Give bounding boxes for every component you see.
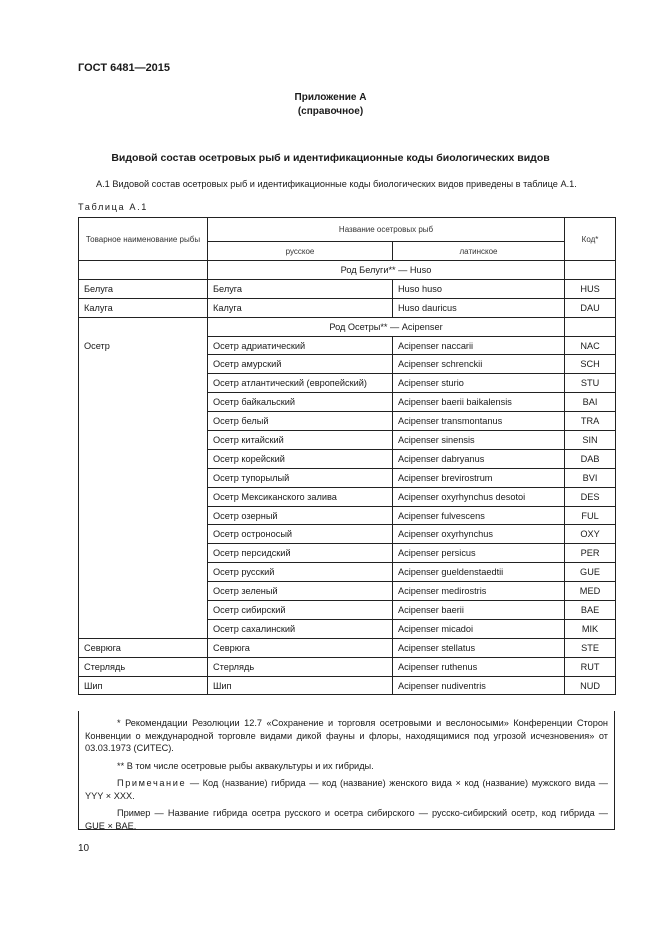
latin-name-cell: Huso dauricus xyxy=(393,298,565,317)
header-latin: латинское xyxy=(393,242,565,261)
code-cell: TRA xyxy=(565,412,616,431)
genus-row xyxy=(79,317,616,336)
table-row xyxy=(79,412,616,431)
table-row xyxy=(79,393,616,412)
latin-name-cell: Acipenser stellatus xyxy=(393,638,565,657)
table-row xyxy=(79,563,616,582)
latin-name-cell: Acipenser oxyrhynchus xyxy=(393,525,565,544)
trade-name-cell xyxy=(79,355,208,374)
note-text: — Код (название) гибрида — код (название) женского вида × код (название) мужского вида — YYY × XXX. xyxy=(85,778,608,801)
code-cell: NAC xyxy=(565,336,616,355)
footnote-1: * Рекомендации Резолюции 12.7 «Сохранение и торговля осетровыми и веслоносыми» Конференции Сторон Конвенции о международной торговле видами дикой фауны и флоры, находящимися под угрозой исчезновения» от 03.03.1973 (СИТЕС). xyxy=(85,718,608,753)
code-cell: DAU xyxy=(565,298,616,317)
code-cell: STU xyxy=(565,374,616,393)
genus-trade-cell xyxy=(79,317,208,336)
code-cell: FUL xyxy=(565,506,616,525)
note xyxy=(85,777,608,802)
russian-name-cell: Осетр Мексиканского залива xyxy=(208,487,393,506)
latin-name-cell: Acipenser dabryanus xyxy=(393,449,565,468)
trade-name-cell: Шип xyxy=(79,676,208,695)
code-cell: PER xyxy=(565,544,616,563)
russian-name-cell: Осетр озерный xyxy=(208,506,393,525)
trade-name-cell: Севрюга xyxy=(79,638,208,657)
code-cell: GUE xyxy=(565,563,616,582)
code-cell: HUS xyxy=(565,279,616,298)
russian-name-cell: Осетр тупорылый xyxy=(208,468,393,487)
document-header: ГОСТ 6481—2015 xyxy=(78,62,171,74)
latin-name-cell: Acipenser medirostris xyxy=(393,582,565,601)
table-row xyxy=(79,506,616,525)
latin-name-cell: Acipenser fulvescens xyxy=(393,506,565,525)
russian-name-cell: Осетр амурский xyxy=(208,355,393,374)
russian-name-cell: Шип xyxy=(208,676,393,695)
code-cell: MED xyxy=(565,582,616,601)
table-row xyxy=(79,676,616,695)
genus-trade-cell xyxy=(79,261,208,280)
russian-name-cell: Осетр сибирский xyxy=(208,601,393,620)
intro-paragraph: А.1 Видовой состав осетровых рыб и идентификационные коды биологических видов приведены в таблице А.1. xyxy=(96,179,577,189)
table-row xyxy=(79,638,616,657)
header-trade-name: Товарное наименование рыбы xyxy=(79,218,208,261)
table-label: Таблица А.1 xyxy=(78,202,148,212)
table-row xyxy=(79,601,616,620)
latin-name-cell: Acipenser ruthenus xyxy=(393,657,565,676)
table-row xyxy=(79,449,616,468)
trade-name-cell xyxy=(79,374,208,393)
russian-name-cell: Калуга xyxy=(208,298,393,317)
russian-name-cell: Осетр атлантический (европейский) xyxy=(208,374,393,393)
code-cell: SIN xyxy=(565,431,616,450)
trade-name-cell: Стерлядь xyxy=(79,657,208,676)
table-row xyxy=(79,336,616,355)
code-cell: RUT xyxy=(565,657,616,676)
table-row xyxy=(79,468,616,487)
code-cell: DAB xyxy=(565,449,616,468)
genus-acipenser: Род Осетры** — Acipenser xyxy=(208,317,565,336)
code-cell: STE xyxy=(565,638,616,657)
table-notes xyxy=(78,711,615,830)
table-row xyxy=(79,525,616,544)
trade-name-cell xyxy=(79,468,208,487)
code-cell: NUD xyxy=(565,676,616,695)
genus-row xyxy=(79,261,616,280)
table-row xyxy=(79,657,616,676)
latin-name-cell: Acipenser transmontanus xyxy=(393,412,565,431)
trade-name-cell: Белуга xyxy=(79,279,208,298)
trade-name-cell xyxy=(79,525,208,544)
trade-name-cell: Осетр xyxy=(79,336,208,355)
note-label: Примечание xyxy=(117,778,187,788)
table-row xyxy=(79,544,616,563)
table-row xyxy=(79,619,616,638)
russian-name-cell: Осетр сахалинский xyxy=(208,619,393,638)
latin-name-cell: Acipenser sturio xyxy=(393,374,565,393)
russian-name-cell: Осетр адриатический xyxy=(208,336,393,355)
russian-name-cell: Осетр белый xyxy=(208,412,393,431)
code-cell: SCH xyxy=(565,355,616,374)
table-row xyxy=(79,374,616,393)
species-table xyxy=(78,217,616,695)
trade-name-cell xyxy=(79,412,208,431)
latin-name-cell: Acipenser brevirostrum xyxy=(393,468,565,487)
russian-name-cell: Стерлядь xyxy=(208,657,393,676)
appendix-title: Приложение А xyxy=(294,92,367,103)
trade-name-cell xyxy=(79,619,208,638)
genus-code-cell xyxy=(565,317,616,336)
trade-name-cell: Калуга xyxy=(79,298,208,317)
code-cell: BAE xyxy=(565,601,616,620)
code-cell: BAI xyxy=(565,393,616,412)
latin-name-cell: Acipenser micadoi xyxy=(393,619,565,638)
footnote-2: ** В том числе осетровые рыбы аквакультуры и их гибриды. xyxy=(117,760,374,771)
latin-name-cell: Acipenser oxyrhynchus desotoi xyxy=(393,487,565,506)
table-row xyxy=(79,582,616,601)
table-row xyxy=(79,298,616,317)
russian-name-cell: Белуга xyxy=(208,279,393,298)
latin-name-cell: Acipenser naccarii xyxy=(393,336,565,355)
section-title: Видовой состав осетровых рыб и идентификационные коды биологических видов xyxy=(111,152,550,164)
latin-name-cell: Acipenser nudiventris xyxy=(393,676,565,695)
latin-name-cell: Acipenser baerii xyxy=(393,601,565,620)
header-russian: русское xyxy=(208,242,393,261)
latin-name-cell: Acipenser persicus xyxy=(393,544,565,563)
trade-name-cell xyxy=(79,431,208,450)
russian-name-cell: Осетр остроносый xyxy=(208,525,393,544)
latin-name-cell: Acipenser baerii baikalensis xyxy=(393,393,565,412)
trade-name-cell xyxy=(79,601,208,620)
russian-name-cell: Осетр русский xyxy=(208,563,393,582)
trade-name-cell xyxy=(79,544,208,563)
russian-name-cell: Осетр персидский xyxy=(208,544,393,563)
header-species-name: Название осетровых рыб xyxy=(208,218,565,242)
russian-name-cell: Осетр зеленый xyxy=(208,582,393,601)
page-number: 10 xyxy=(78,843,90,854)
latin-name-cell: Huso huso xyxy=(393,279,565,298)
code-cell: BVI xyxy=(565,468,616,487)
code-cell: OXY xyxy=(565,525,616,544)
russian-name-cell: Осетр корейский xyxy=(208,449,393,468)
trade-name-cell xyxy=(79,582,208,601)
example: Пример — Название гибрида осетра русского и осетра сибирского — русско-сибирский осетр, код гибрида — GUE × BAE. xyxy=(85,808,608,831)
code-cell: MIK xyxy=(565,619,616,638)
table-row xyxy=(79,487,616,506)
latin-name-cell: Acipenser schrenckii xyxy=(393,355,565,374)
genus-huso: Род Белуги** — Huso xyxy=(208,261,565,280)
appendix-subtitle: (справочное) xyxy=(297,106,364,117)
russian-name-cell: Осетр китайский xyxy=(208,431,393,450)
trade-name-cell xyxy=(79,563,208,582)
table-row xyxy=(79,279,616,298)
trade-name-cell xyxy=(79,393,208,412)
latin-name-cell: Acipenser sinensis xyxy=(393,431,565,450)
russian-name-cell: Севрюга xyxy=(208,638,393,657)
genus-code-cell xyxy=(565,261,616,280)
latin-name-cell: Acipenser gueldenstaedtii xyxy=(393,563,565,582)
table-row xyxy=(79,431,616,450)
trade-name-cell xyxy=(79,487,208,506)
russian-name-cell: Осетр байкальский xyxy=(208,393,393,412)
trade-name-cell xyxy=(79,449,208,468)
code-cell: DES xyxy=(565,487,616,506)
table-row xyxy=(79,355,616,374)
trade-name-cell xyxy=(79,506,208,525)
header-code: Код* xyxy=(565,218,616,261)
